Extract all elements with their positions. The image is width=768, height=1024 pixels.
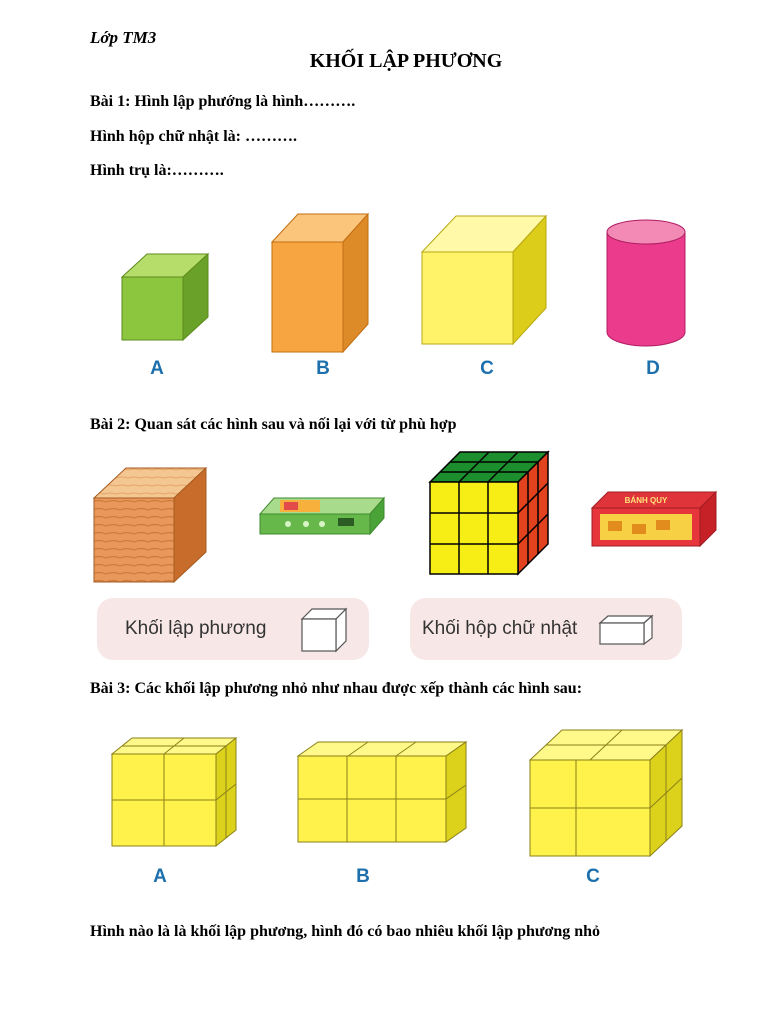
yellow-cube-icon: [420, 214, 548, 346]
exercise1-question-1: Bài 1: Hình lập phướng là hình……….: [90, 93, 356, 110]
page-title: KHỐI LẬP PHƯƠNG: [309, 50, 503, 72]
cube-stack-b-icon: [296, 740, 468, 844]
exercise3-heading: Bài 3: Các khối lập phương nhỏ như nhau được xếp thành các hình sau:: [90, 680, 583, 697]
class-label: Lớp TM3: [90, 28, 157, 47]
shape-letter-c: C: [480, 358, 494, 379]
stack-letter-a: A: [153, 866, 167, 887]
cube-stack-c-icon: [528, 728, 684, 858]
shape-letter-a: A: [150, 358, 164, 379]
exercise2-heading: Bài 2: Quan sát các hình sau và nối lại với từ phù hợp: [90, 416, 457, 433]
exercise1-question-3: Hình trụ là:……….: [90, 162, 224, 179]
stack-letter-b: B: [356, 866, 370, 887]
cube-stack-a-icon: [110, 736, 238, 848]
label-cube-text: Khối lập phương: [125, 618, 267, 639]
label-box-text: Khối hộp chữ nhật: [422, 618, 578, 639]
green-cube-icon: [120, 252, 210, 344]
wooden-cube-icon: [92, 466, 208, 584]
pink-cylinder-icon: [605, 218, 687, 348]
box-outline-icon: [598, 614, 654, 646]
rubiks-cube-icon: [428, 450, 550, 576]
shape-letter-d: D: [646, 358, 660, 379]
cube-outline-icon: [300, 607, 348, 653]
cookie-box-icon: [590, 488, 718, 548]
exercise1-question-2: Hình hộp chữ nhật là: ……….: [90, 128, 297, 145]
cookie-box-text: BÁNH QUY: [624, 496, 668, 505]
exercise3-question: Hình nào là là khối lập phương, hình đó có bao nhiêu khối lập phương nhỏ: [90, 923, 601, 940]
stack-letter-c: C: [586, 866, 600, 887]
orange-box-icon: [270, 212, 370, 354]
shape-letter-b: B: [316, 358, 330, 379]
green-box-icon: [258, 494, 386, 536]
